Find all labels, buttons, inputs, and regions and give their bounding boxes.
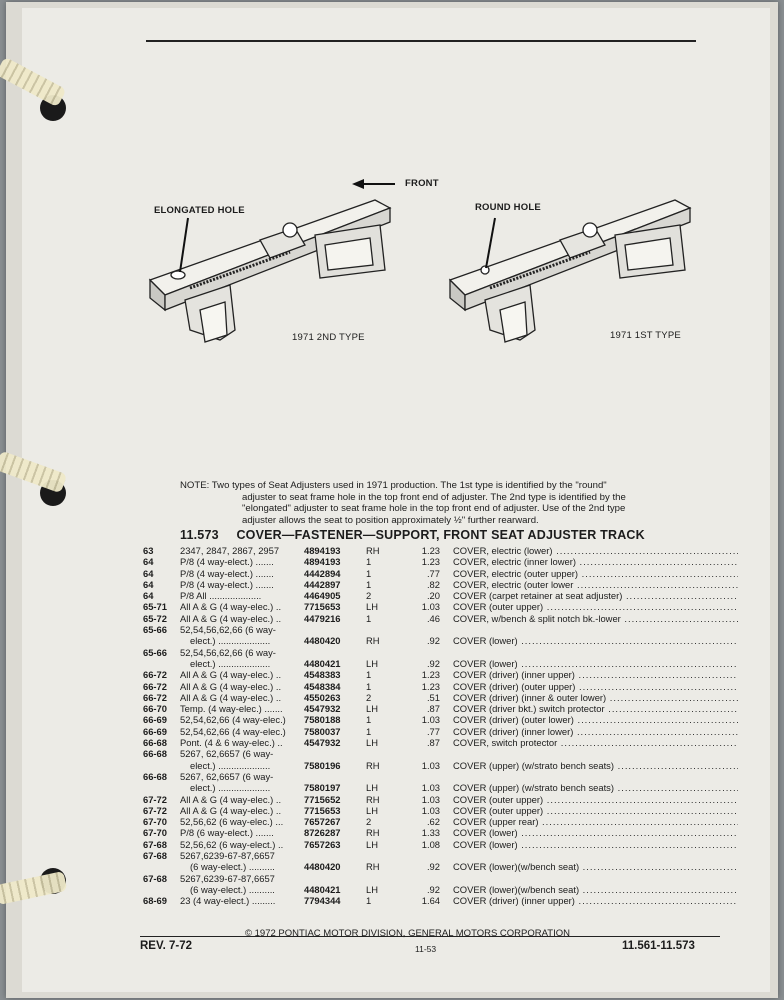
quantity: RH [366,827,380,839]
application-line-1: All A & G (4 way-elec.) .. [180,669,282,681]
description: COVER (driver) (outer upper) ..... [453,681,738,692]
quantity: 1 [366,578,372,590]
part-number: 7657267 [304,816,341,828]
application-line-1: 52,54,62,66 (4 way-elec.) [180,714,286,726]
part-number: 7580196 [304,759,341,771]
price: 1.23 [421,669,440,681]
application [180,703,303,714]
description: COVER (driver) (inner & outer lower) ..... [453,692,738,703]
table-row [140,794,720,805]
model-years: 66-72 [143,680,167,692]
application-line-1: P/8 (6 way-elect.) ....... [180,827,274,839]
application [180,748,303,771]
part-number: 4548384 [304,680,341,692]
model-years: 64 [143,578,154,590]
price: 1.03 [421,714,440,726]
part-number: 7657263 [304,838,341,850]
application-line-2: (6 way-elect.) .......... [190,883,275,895]
adjuster-1st-type-drawing [450,200,690,342]
model-years: 66-72 [143,691,167,703]
part-number: 4480421 [304,657,341,669]
table-row [140,669,720,680]
part-number: 4894193 [304,545,341,556]
table-row [140,601,720,612]
part-number: 4480421 [304,883,341,895]
quantity: 1 [366,714,372,726]
application-line-2: elect.) .................... [190,657,271,669]
table-row [140,714,720,725]
price: 1.03 [421,782,440,794]
price: .87 [426,737,440,749]
model-years: 68-69 [143,895,167,907]
description: COVER, electric (outer upper) ..... [453,568,738,579]
description: COVER (driver) (inner upper) ..... [453,669,738,680]
price: .62 [426,816,440,828]
model-years: 66-69 [143,714,167,726]
price: .20 [426,590,440,602]
round-hole-leader [486,218,495,268]
revision-label: REV. 7-72 [140,940,192,952]
adjuster-2nd-type-drawing [150,200,390,342]
price: 1.08 [421,838,440,850]
table-row [140,681,720,692]
price: .46 [426,612,440,624]
table-row [140,850,720,873]
quantity: 1 [366,612,372,624]
part-number: 4550263 [304,691,341,703]
table-row [140,590,720,601]
table-row [140,579,720,590]
part-number: 8726287 [304,827,341,839]
model-years: 66-70 [143,703,167,715]
model-years: 65-71 [143,601,167,613]
application [180,737,303,748]
seat-adjuster-diagram [130,170,710,380]
table-row [140,827,720,838]
description: COVER (carpet retainer at seat adjuster) ..... [453,590,738,601]
application [180,590,303,601]
application-line-2: elect.) .................... [190,635,271,647]
application [180,613,303,624]
table-row [140,647,720,670]
application [180,805,303,816]
quantity: RH [366,635,380,647]
application [180,647,303,670]
application-line-1: 5267, 62,6657 (6 way- [180,748,274,760]
note-line-2: adjuster to seat frame hole in the top front end of adjuster. The 2nd type is identified by the [242,491,626,503]
table-row [140,873,720,896]
note-line-3: "elongated" adjuster to seat frame hole in the top front end of adjuster. Use of the 2nd type [242,503,626,515]
model-years: 66-68 [143,737,167,749]
application [180,794,303,805]
table-row [140,771,720,794]
application-line-1: All A & G (4 way-elec.) .. [180,601,282,613]
model-years: 67-68 [143,838,167,850]
section-number: 11.573 [180,528,219,542]
part-number: 4480420 [304,635,341,647]
model-years: 64 [143,567,154,579]
application [180,714,303,725]
part-number: 4479216 [304,612,341,624]
application [180,601,303,612]
description: COVER (upper) (w/strato bench seats) ..... [453,760,738,771]
price: .51 [426,691,440,703]
quantity: RH [366,545,380,556]
part-number: 7715652 [304,793,341,805]
application-line-1: 52,56,62 (6 way-elec.) ... [180,816,284,828]
application [180,579,303,590]
model-years: 67-70 [143,816,167,828]
price: 1.23 [421,556,440,568]
quantity: LH [366,657,378,669]
quantity: RH [366,793,380,805]
model-years: 63 [143,545,154,556]
description: COVER (upper) (w/strato bench seats) ..... [453,782,738,793]
part-number: 4548383 [304,669,341,681]
application-line-1: All A & G (4 way-elec.) .. [180,804,282,816]
description: COVER, electric (inner lower) ..... [453,556,738,567]
round-hole-label: ROUND HOLE [475,202,541,213]
application [180,850,303,873]
seat-adjuster-illustration [130,170,710,380]
part-number: 7794344 [304,895,341,907]
model-years: 65-66 [143,646,167,658]
description: COVER (lower) ..... [453,827,738,838]
model-years: 67-72 [143,804,167,816]
description: COVER (driver) (inner upper) ..... [453,895,738,906]
application-line-1: 52,54,62,66 (4 way-elec.) [180,725,286,737]
table-row [140,703,720,714]
application [180,568,303,579]
application-line-1: 5267,6239-67-87,6657 [180,872,275,884]
description: COVER (driver) (outer lower) ..... [453,714,738,725]
application-line-1: 2347, 2847, 2867, 2957 [180,545,280,556]
table-row [140,726,720,737]
description: COVER (driver bkt.) switch protector ..... [453,703,738,714]
description: COVER, electric (outer lower ..... [453,579,738,590]
table-row [140,816,720,827]
part-number: 4547932 [304,703,341,715]
price: .77 [426,725,440,737]
description: COVER (outer upper) ..... [453,601,738,612]
price: 1.64 [421,895,440,907]
application-line-1: P/8 All .................... [180,590,262,602]
application-line-2: elect.) .................... [190,759,271,771]
quantity: LH [366,883,378,895]
price: .77 [426,567,440,579]
quantity: 1 [366,556,372,568]
application-line-1: 52,54,56,62,66 (6 way- [180,646,276,658]
price: .92 [426,861,440,873]
table-row [140,613,720,624]
parts-list [140,545,720,907]
application [180,669,303,680]
table-row [140,556,720,567]
price: 1.23 [421,545,440,556]
price: 1.03 [421,601,440,613]
application [180,681,303,692]
table-row [140,839,720,850]
application-line-1: 23 (4 way-elect.) ......... [180,895,276,907]
price: 1.33 [421,827,440,839]
price: 1.23 [421,680,440,692]
front-label: FRONT [405,178,439,189]
price: .82 [426,578,440,590]
quantity: RH [366,759,380,771]
application-line-1: 5267,6239-67-87,6657 [180,850,275,862]
note-line-4: adjuster allows the seat to position approximately ½" further rearward. [242,514,539,526]
quantity: 2 [366,816,372,828]
quantity: 1 [366,895,372,907]
model-years: 67-68 [143,872,167,884]
price: .92 [426,657,440,669]
description: COVER (lower) ..... [453,658,738,669]
table-row [140,895,720,906]
quantity: LH [366,804,378,816]
part-number: 4480420 [304,861,341,873]
description: COVER, w/bench & split notch bk.-lower ..... [453,613,738,624]
quantity: 1 [366,725,372,737]
table-row [140,624,720,647]
model-years: 65-72 [143,612,167,624]
application [180,816,303,827]
section-title: COVER—FASTENER—SUPPORT, FRONT SEAT ADJUSTER TRACK [236,528,645,542]
application [180,545,303,556]
quantity: 2 [366,590,372,602]
description: COVER (lower)(w/bench seat) ..... [453,861,738,872]
table-row [140,545,720,556]
application-line-2: (6 way-elect.) .......... [190,861,275,873]
application-line-1: All A & G (4 way-elec.) .. [180,612,282,624]
page-number: 11-53 [415,944,437,954]
application [180,556,303,567]
part-number: 4442894 [304,567,341,579]
model-years: 64 [143,590,154,602]
application-line-1: P/8 (4 way-elect.) ....... [180,578,274,590]
application [180,771,303,794]
application-line-1: 52,56,62 (6 way-elect.) .. [180,838,284,850]
adjuster-type-note [180,480,700,526]
part-number: 7715653 [304,804,341,816]
second-type-label: 1971 2ND TYPE [292,332,365,343]
price: 1.03 [421,793,440,805]
description: COVER (outer upper) ..... [453,805,738,816]
part-number: 7715653 [304,601,341,613]
quantity: LH [366,601,378,613]
application-line-1: All A & G (4 way-elec.) .. [180,680,282,692]
part-number: 4547932 [304,737,341,749]
model-years: 67-72 [143,793,167,805]
price: 1.03 [421,804,440,816]
model-years: 67-70 [143,827,167,839]
application [180,827,303,838]
table-row [140,692,720,703]
elongated-hole-leader [180,218,188,272]
price: .92 [426,635,440,647]
model-years: 66-68 [143,770,167,782]
quantity: LH [366,737,378,749]
description: COVER (driver) (inner lower) ..... [453,726,738,737]
quantity: LH [366,782,378,794]
part-number: 7580197 [304,782,341,794]
header-rule [146,40,696,42]
note-line-1: NOTE: Two types of Seat Adjusters used in 1971 production. The 1st type is identified by the "round" [180,480,607,491]
application [180,895,303,906]
quantity: 2 [366,691,372,703]
application-line-1: All A & G (4 way-elec.) .. [180,691,282,703]
description: COVER (lower) ..... [453,635,738,646]
description: COVER, switch protector ..... [453,737,738,748]
quantity: LH [366,838,378,850]
description: COVER (outer upper) ..... [453,794,738,805]
description: COVER (upper rear) ..... [453,816,738,827]
quantity: 1 [366,680,372,692]
part-number: 7580037 [304,725,341,737]
part-number: 7580188 [304,714,341,726]
model-years: 66-69 [143,725,167,737]
quantity: LH [366,703,378,715]
model-years: 64 [143,556,154,568]
application [180,873,303,896]
application-line-1: 5267, 62,6657 (6 way- [180,770,274,782]
elongated-hole-label: ELONGATED HOLE [154,205,245,216]
description: COVER (lower)(w/bench seat) ..... [453,884,738,895]
application-line-1: Pont. (4 & 6 way-elec.) .. [180,737,283,749]
table-row [140,568,720,579]
front-arrow-icon [352,179,395,189]
price: 1.03 [421,759,440,771]
application-line-1: Temp. (4 way-elec.) ....... [180,703,283,715]
application [180,624,303,647]
section-heading [180,528,659,542]
part-number: 4894193 [304,556,341,568]
quantity: RH [366,861,380,873]
quantity: 1 [366,567,372,579]
model-years: 66-68 [143,748,167,760]
price: .92 [426,883,440,895]
quantity: 1 [366,669,372,681]
application-line-2: elect.) .................... [190,782,271,794]
application-line-1: P/8 (4 way-elect.) ....... [180,567,274,579]
table-row [140,748,720,771]
model-years: 65-66 [143,624,167,636]
part-number: 4442897 [304,578,341,590]
application-line-1: 52,54,56,62,66 (6 way- [180,624,276,636]
model-years: 67-68 [143,850,167,862]
application [180,726,303,737]
copyright-notice: © 1972 PONTIAC MOTOR DIVISION, GENERAL MOTORS CORPORATION [245,928,570,939]
description: COVER, electric (lower) ..... [453,545,738,556]
table-row [140,737,720,748]
description: COVER (lower) ..... [453,839,738,850]
part-number: 4464905 [304,590,341,602]
first-type-label: 1971 1ST TYPE [610,330,681,341]
table-row [140,805,720,816]
application-line-1: All A & G (4 way-elec.) .. [180,793,282,805]
price: .87 [426,703,440,715]
section-range: 11.561-11.573 [622,940,695,952]
application [180,692,303,703]
model-years: 66-72 [143,669,167,681]
application [180,839,303,850]
application-line-1: P/8 (4 way-elect.) ....... [180,556,274,568]
